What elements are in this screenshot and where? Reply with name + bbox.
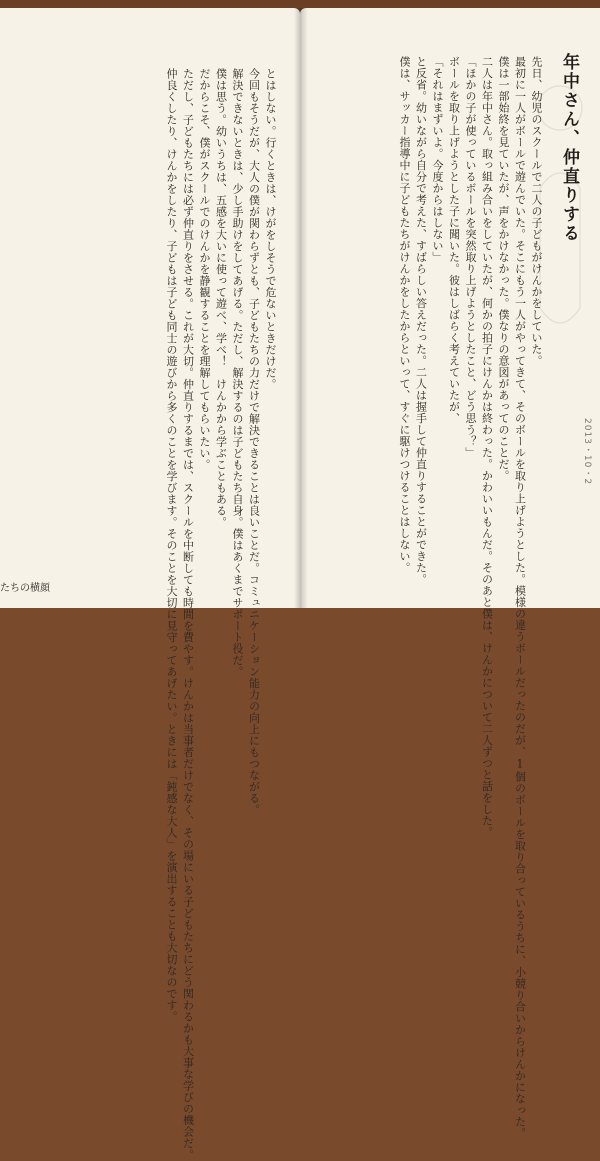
left-paragraph: ただし、子どもたちには必ず仲直りをさせる。これが大切。仲直りするまでは、スクールを中断しても時間を費やす。けんかは当事者だけでなく、その場にいる子どもたちにどう関わるかも大事な学びの機会だ。 bbox=[181, 68, 195, 1161]
left-page bbox=[0, 8, 300, 1161]
right-paragraph: 「それはまずいよ。今度からはしない」 bbox=[431, 56, 444, 263]
left-paragraph: とはしない。行くときは、けがをしそうで危ないときだけだ。 bbox=[264, 68, 277, 390]
left-paragraph: 仲良くしたり、けんかをしたり、子どもは子ども同士の遊びから多くのことを学びます。そのことを大切に見守ってあげたい。ときには「鈍感な大人」を演出することも大切なのです。 bbox=[165, 68, 178, 1023]
book-gutter bbox=[294, 8, 308, 608]
left-paragraph: 解決できないときは、少し手助けをしてあげる。ただし、解決するのは子どもたち自身。僕はあくまでサポート役だ。 bbox=[231, 68, 244, 678]
left-paragraph: だからこそ、僕がスクールでのけんかを静観することを理解してもらいたい。 bbox=[198, 68, 211, 471]
right-paragraph: 二人は年中さん。取っ組み合いをしていたが、何かの拍子にけんかは終わった。かわいいもんだ。そのあと僕は、けんかについて二人ずつと話をした。 bbox=[480, 56, 494, 838]
right-page-text bbox=[396, 56, 545, 1139]
right-paragraph: 先日、幼児のスクールで二人の子どもがけんかをしていた。 bbox=[530, 56, 543, 367]
right-paragraph: 僕は、サッカー指導中に子どもたちがけんかをしたからといって、すぐに駆けつけることはしない。 bbox=[398, 56, 411, 574]
running-footer: たちの横顔 bbox=[0, 583, 50, 594]
right-paragraph: 最初に一人がボールで遊んでいた。そこにもう一人がやってきて、そのボールを取り上げようとした。模様の違うボールだったのだが、1個のボールを取り合っているうちに、小競り合いからけんかになった。 bbox=[513, 56, 527, 1139]
chapter-title: 年中さん、仲直りする bbox=[559, 53, 579, 243]
right-page bbox=[300, 8, 600, 1139]
left-paragraph: 今回もそうだが、大人の僕が関わらずとも、子どもたちの力だけで解決できることは良いことだ。コミュニケーション能力の向上にもつながる。 bbox=[247, 68, 261, 816]
right-paragraph: と反省。幼いながら自分で考えた、すばらしい答えだった。二人は握手して仲直りすることができた。 bbox=[414, 56, 428, 585]
right-paragraph: ボールを取り上げようとした子に聞いた。彼はしばらく考えていたが、 bbox=[447, 56, 461, 424]
entry-date: 2013・10・2 bbox=[582, 418, 592, 486]
left-page-text bbox=[163, 68, 279, 1161]
right-paragraph: 僕は一部始終を見ていたが、声をかけなかった。僕なりの意図があってのことだ。 bbox=[497, 56, 510, 482]
right-paragraph: 「ほかの子が使っているボールを突然取り上げようとしたこと、どう思う？」 bbox=[464, 56, 477, 459]
left-paragraph: 僕は思う。幼いうちは、五感を大いに使って遊べ、学べ！ けんかから学ぶこともある。 bbox=[214, 68, 228, 528]
